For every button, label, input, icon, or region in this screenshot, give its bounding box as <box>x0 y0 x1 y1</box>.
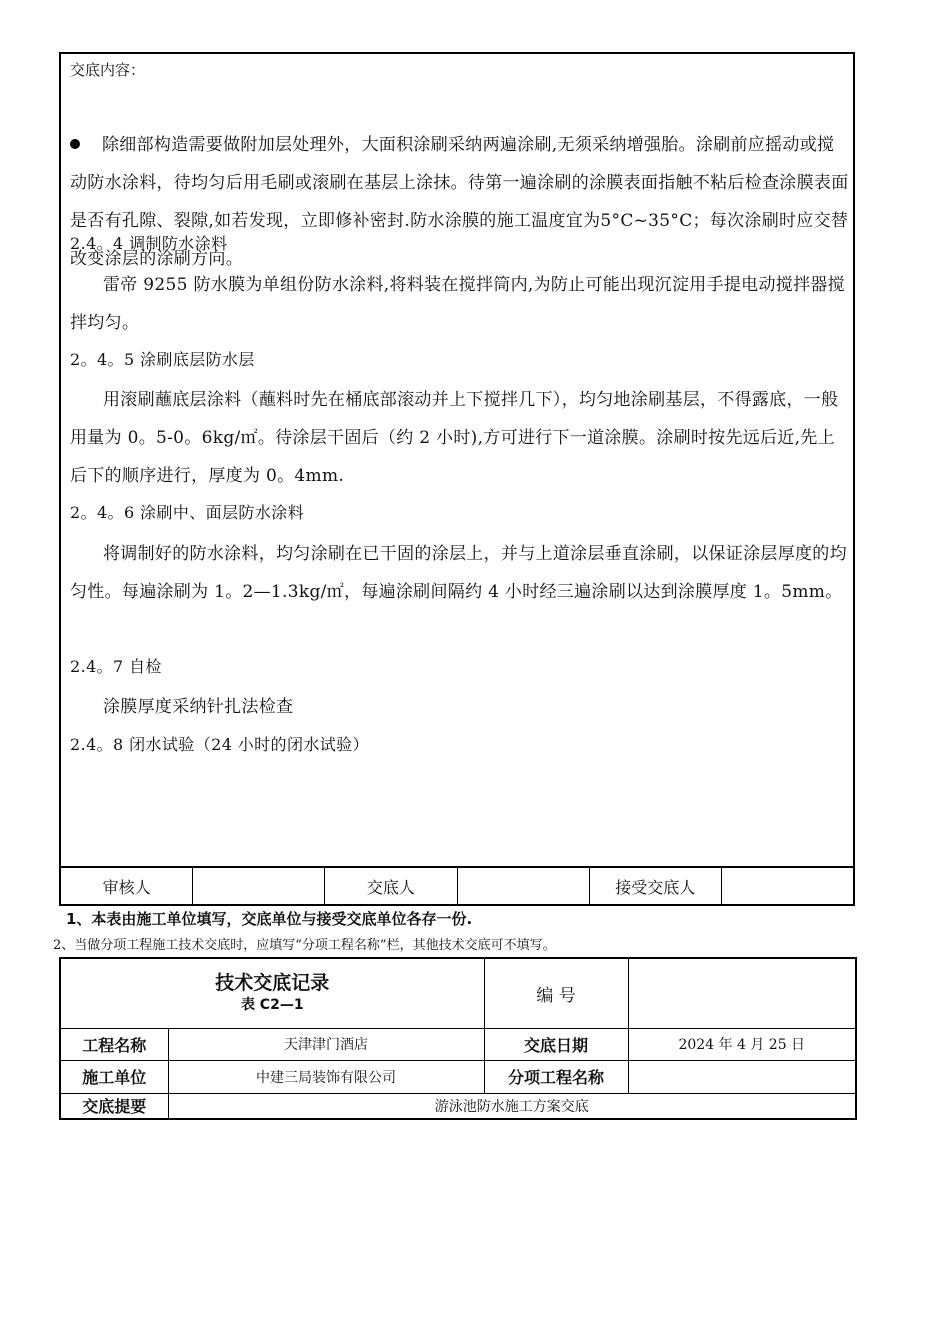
bullet-text: 除细部构造需要做附加层处理外，大面积涂刷采纳两遍涂刷,无须采纳增强胎。涂刷前应摇动或搅动防水涂料，待均匀后用毛刷或滚刷在基层上涂抹。待第一遍涂刷的涂膜表面指触不粘后检查涂膜表面是否有孔隙、裂隙,如若发现，立即修补密封.防水涂膜的施工温度宜为5°C~35°C；每次涂刷时应交替改变涂层的涂刷方向。 <box>70 135 849 269</box>
bullet-paragraph <box>70 126 850 278</box>
section-body-3: 将调制好的防水涂料，均匀涂刷在已干固的涂层上，并与上道涂层垂直涂刷，以保证涂层厚度的均匀性。每遍涂刷为 1。2—1.3kg/㎡，每遍涂刷间隔约 4 小时经三遍涂刷以达到涂膜厚度 1。5mm。 <box>70 544 847 602</box>
number-label: 编 号 <box>484 958 628 1028</box>
section-heading-2: 2。4。5 涂刷底层防水层 <box>70 350 255 369</box>
discloser-field[interactable] <box>458 868 590 904</box>
reviewer-field[interactable] <box>193 868 325 904</box>
section-heading-3: 2。4。6 涂刷中、面层防水涂料 <box>70 503 305 522</box>
summary-value: 游泳池防水施工方案交底 <box>168 1093 856 1119</box>
section-body-4: 涂膜厚度采纳针扎法检查 <box>103 697 294 717</box>
date-label: 交底日期 <box>484 1028 628 1060</box>
content-title: 交底内容： <box>70 61 146 79</box>
number-field[interactable] <box>628 958 856 1028</box>
date-value: 2024 年 4 月 25 日 <box>628 1028 856 1060</box>
signature-row <box>61 866 853 904</box>
note-2: 2、当做分项工程施工技术交底时，应填写“分项工程名称”栏，其他技术交底可不填写。 <box>53 938 556 953</box>
reviewer-label: 审核人 <box>61 868 193 904</box>
section-heading-5: 2.4。8 闭水试验（24 小时的闭水试验） <box>70 735 369 754</box>
discloser-label: 交底人 <box>325 868 457 904</box>
unit-label: 施工单位 <box>60 1060 168 1093</box>
section-heading-4: 2.4。7 自检 <box>70 657 162 676</box>
note-1: 1、本表由施工单位填写，交底单位与接受交底单位各存一份. <box>66 910 473 928</box>
section-heading-1: 2.4。4 调制防水涂料 <box>70 234 228 253</box>
unit-value: 中建三局装饰有限公司 <box>168 1060 484 1093</box>
project-label: 工程名称 <box>60 1028 168 1060</box>
record-title: 技术交底记录 <box>215 972 330 995</box>
disclosure-content <box>61 54 853 870</box>
subproject-label: 分项工程名称 <box>484 1060 628 1093</box>
subproject-field[interactable] <box>628 1060 856 1093</box>
summary-label: 交底提要 <box>60 1093 168 1119</box>
receiver-field[interactable] <box>722 868 853 904</box>
record-table <box>59 957 857 1120</box>
record-title-cell <box>60 958 484 1028</box>
bullet-icon <box>70 139 80 149</box>
disclosure-content-box <box>59 52 855 906</box>
project-value: 天津津门酒店 <box>168 1028 484 1060</box>
receiver-label: 接受交底人 <box>590 868 722 904</box>
section-body-1: 雷帝 9255 防水膜为单组份防水涂料,将料装在搅拌筒内,为防止可能出现沉淀用手提电动搅拌器搅拌均匀。 <box>70 275 845 333</box>
section-body-2: 用滚刷蘸底层涂料（蘸料时先在桶底部滚动并上下搅拌几下），均匀地涂刷基层，不得露底，一般用量为 0。5-0。6kg/㎡。待涂层干固后（约 2 小时),方可进行下一道涂膜。涂刷时按先远后近,先上后下的顺序进行，厚度为 0。4mm. <box>70 390 839 486</box>
form-number: 表 C2—1 <box>240 997 304 1014</box>
